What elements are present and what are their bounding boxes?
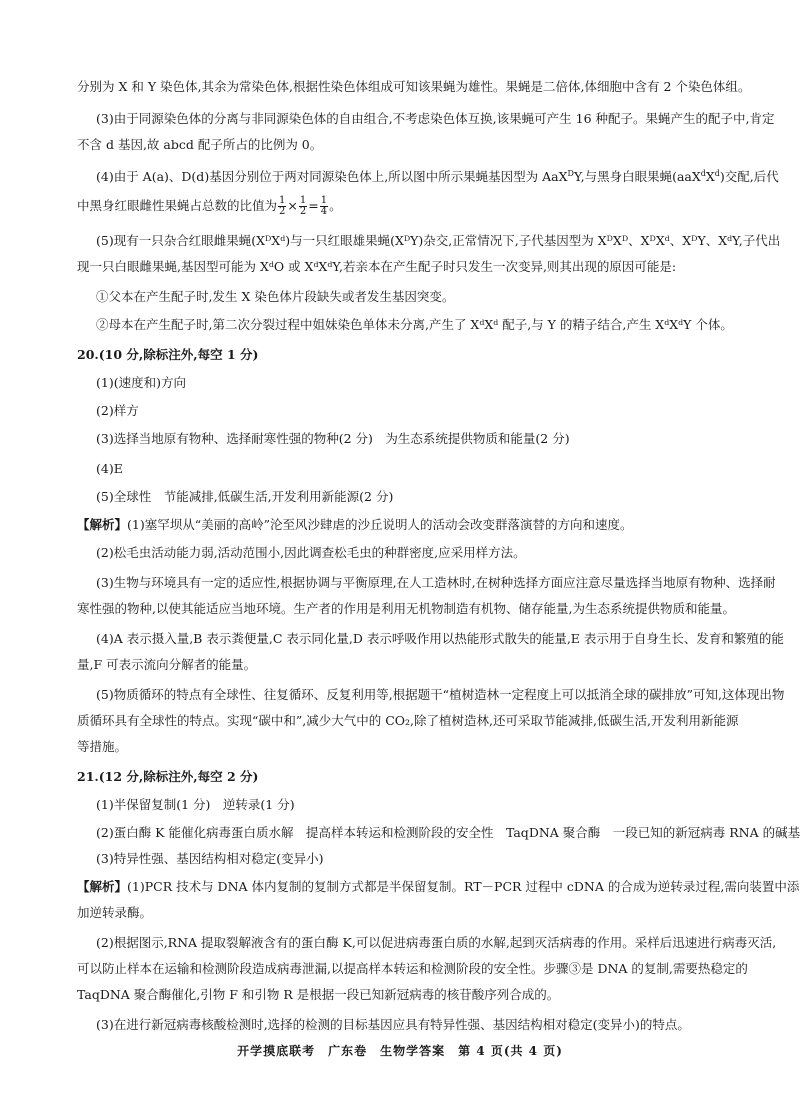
q20-answer-3: (3)选择当地原有物种、选择耐寒性强的物种(2 分) 为生态系统提供物质和能量(2 分) — [96, 431, 570, 446]
q19-part3-line1: (3)由于同源染色体的分离与非同源染色体的自由组合,不考虑染色体互换,该果蝇可产生 16 种配子。果蝇产生的配子中,肯定 — [96, 111, 775, 126]
page-footer: 开学摸底联考 广东卷 生物学答案 第 4 页(共 4 页) — [237, 1044, 563, 1058]
q20-explanation-5-line2: 质循环具有全球性的特点。实现“碳中和”,减少大气中的 CO₂,除了植树造林,还可采取节能减排,低碳生活,开发利用新能源 — [77, 713, 739, 728]
q19-part5-line2: 现一只白眼雌果蝇,基因型可能为 XᵈO 或 XᵈXᵈY,若亲本在产生配子时只发生一次变异,则其出现的原因可能是: — [77, 259, 677, 274]
fraction: $\frac{1}{4}$ — [320, 195, 328, 217]
q20-answer-5: (5)全球性 节能减排,低碳生活,开发利用新能源(2 分) — [96, 489, 394, 504]
q20-explanation-5-line3: 等措施。 — [77, 739, 128, 754]
fraction: $\frac{1}{2}$ — [279, 195, 286, 217]
q21-explanation-2-line1: (2)根据图示,RNA 提取裂解液含有的蛋白酶 K,可以促进病毒蛋白质的水解,起到灭活病毒的作用。采样后迅速进行病毒灭活, — [96, 935, 777, 950]
q20-explanation-3-line2: 寒性强的物种,以使其能适应当地环境。生产者的作用是利用无机物制造有机物、储存能量,为生态系统提供物质和能量。 — [77, 601, 735, 616]
q20-explanation-5-line1: (5)物质循环的特点有全球性、往复循环、反复利用等,根据题干“植树造林一定程度上可以抵消全球的碳排放”可知,这体现出物 — [96, 687, 785, 702]
q20-answer-1: (1)(速度和)方向 — [96, 375, 186, 390]
q20-explanation-3-line1: (3)生物与环境具有一定的适应性,根据协调与平衡原理,在人工造林时,在树种选择方面应注意尽量选择当地原有物种、选择耐 — [96, 575, 776, 590]
q21-header: 21.(12 分,除标注外,每空 2 分) — [77, 769, 259, 784]
q19-part4-line2: 中黑身红眼雌性果蝇占总数的比值为 $\frac{1}{2}$ × $\frac{1}{2}$ = $\frac{1}{4}$ 。 — [77, 195, 342, 217]
q19-part5-line1: (5)现有一只杂合红眼雌果蝇(XᴰXᵈ)与一只红眼雄果蝇(XᴰY)杂交,正常情况下,子代基因型为 XᴰXᴰ、XᴰXᵈ、XᴰY、XᵈY,子代出 — [96, 233, 781, 248]
q19-part5-reason1: ①父本在产生配子时,发生 X 染色体片段缺失或者发生基因突变。 — [96, 289, 455, 304]
q19-part4-line1: (4)由于 A(a)、D(d)基因分别位于两对同源染色体上,所以图中所示果蝇基因型为 AaX$^D$Y,与黑身白眼果蝇$(aaX^dX^d)$交配,后代 — [96, 168, 779, 184]
q21-explanation-2-line3: TaqDNA 聚合酶催化,引物 F 和引物 R 是根据一段已知新冠病毒的核苷酸序列合成的。 — [77, 987, 560, 1002]
q21-explanation-3: (3)在进行新冠病毒核酸检测时,选择的检测的目标基因应具有特异性强、基因结构相对稳定(变异小)的特点。 — [96, 1017, 690, 1032]
q20-explanation-4-line2: 量,F 可表示流向分解者的能量。 — [77, 657, 257, 672]
q19-intro: 分别为 X 和 Y 染色体,其余为常染色体,根据性染色体组成可知该果蝇为雄性。果蝇是二倍体,体细胞中含有 2 个染色体组。 — [77, 79, 751, 94]
fraction: $\frac{1}{2}$ — [299, 195, 307, 217]
q21-answer-2: (2)蛋白酶 K 能催化病毒蛋白质水解 提高样本转运和检测阶段的安全性 TaqDNA 聚合酶 一段已知的新冠病毒 RNA 的碱基 — [96, 825, 800, 840]
q19-part5-reason2: ②母本在产生配子时,第二次分裂过程中姐妹染色单体未分离,产生了 XᵈXᵈ 配子,与 Y 的精子结合,产生 XᵈXᵈY 个体。 — [96, 317, 733, 332]
q20-explanation-1: 【解析】(1)塞罕坝从“美丽的高岭”沦至风沙肆虐的沙丘说明人的活动会改变群落演替的方向和速度。 — [77, 517, 633, 532]
q20-answer-4: (4)E — [96, 461, 123, 476]
q20-header: 20.(10 分,除标注外,每空 1 分) — [77, 347, 259, 362]
q21-explanation-1-line1: 【解析】(1)PCR 技术与 DNA 体内复制的复制方式都是半保留复制。RT－PCR 过程中 cDNA 的合成为逆转录过程,需向装置中添 — [77, 879, 800, 894]
q20-explanation-4-line1: (4)A 表示摄入量,B 表示粪便量,C 表示同化量,D 表示呼吸作用以热能形式散失的能量,E 表示用于自身生长、发育和繁殖的能 — [96, 631, 784, 646]
explanation-label: 【解析】 — [77, 879, 128, 894]
explanation-label: 【解析】 — [77, 517, 128, 532]
q21-answer-3: (3)特异性强、基因结构相对稳定(变异小) — [96, 851, 324, 866]
q21-explanation-1-line2: 加逆转录酶。 — [77, 905, 153, 920]
q20-explanation-2: (2)松毛虫活动能力弱,活动范围小,因此调查松毛虫的种群密度,应采用样方法。 — [96, 545, 526, 560]
q21-explanation-2-line2: 可以防止样本在运输和检测阶段造成病毒泄漏,以提高样本转运和检测阶段的安全性。步骤③是 DNA 的复制,需要热稳定的 — [77, 961, 748, 976]
q19-part3-line2: 不含 d 基因,故 abcd 配子所占的比例为 0。 — [77, 137, 323, 152]
q20-answer-2: (2)样方 — [96, 403, 139, 418]
q21-answer-1: (1)半保留复制(1 分) 逆转录(1 分) — [96, 797, 295, 812]
